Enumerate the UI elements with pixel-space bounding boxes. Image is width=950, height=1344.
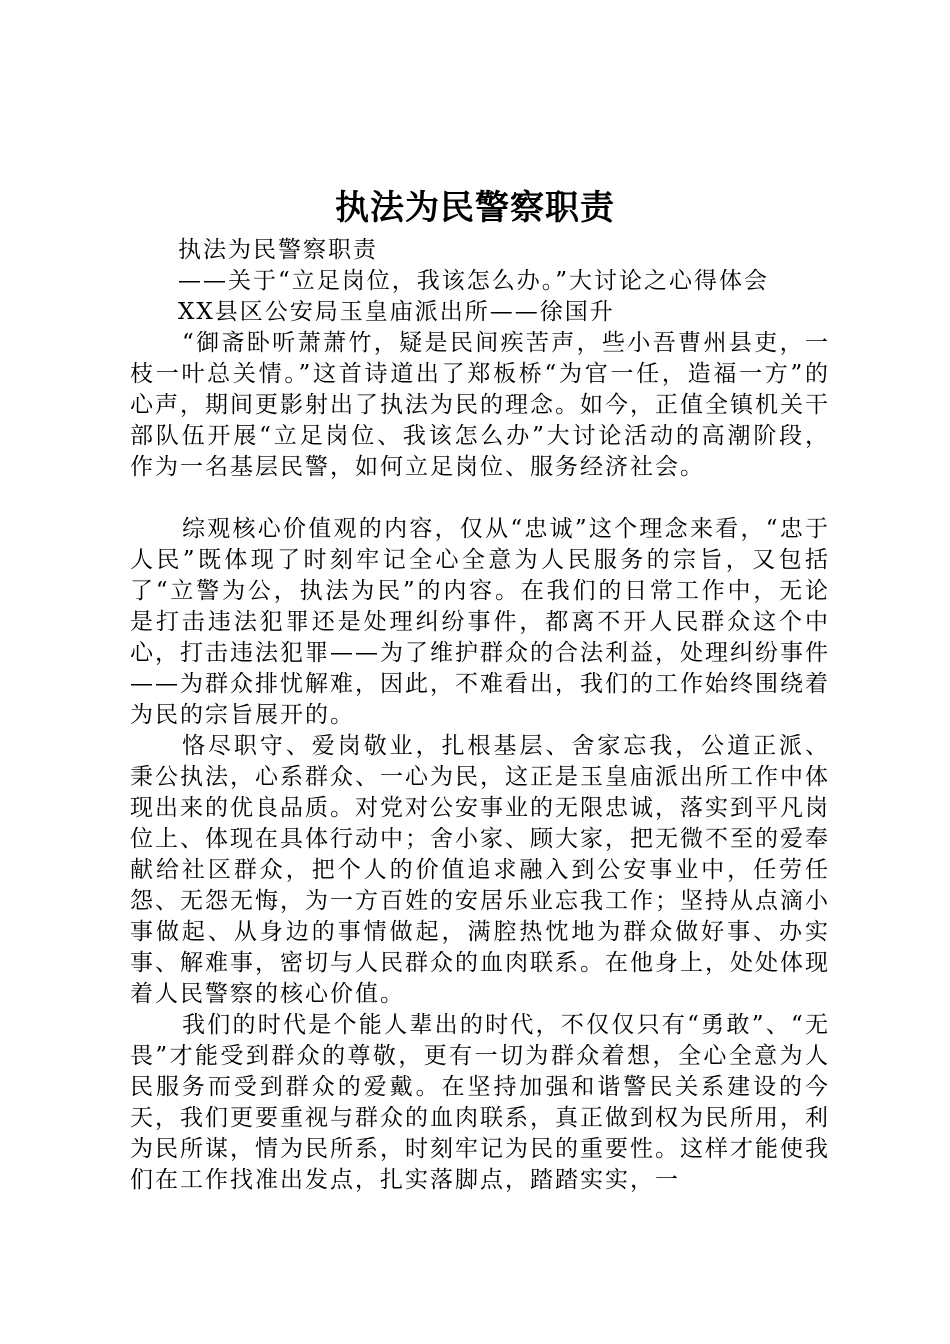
subtitle-line: ——关于“立足岗位，我该怎么办。”大讨论之心得体会 [178, 268, 770, 294]
paragraph-gap [130, 483, 830, 514]
paragraph: 恪尽职守、爱岗敬业，扎根基层、舍家忘我，公道正派、秉公执法，心系群众、一心为民，这正是玉皇庙派出所工作中体现出来的优良品质。对党对公安事业的无限忠诚，落实到平凡岗位上、体现在具体行动中；舍小家、顾大家，把无微不至的爱奉献给社区群众，把个人的价值追求融入到公安事业中，任劳任怨、无怨无悔，为一方百姓的安居乐业忘我工作；坚持从点滴小事做起、从身边的事情做起，满腔热忱地为群众做好事、办实事、解难事，密切与人民群众的血肉联系。在他身上，处处体现着人民警察的核心价值。 [130, 733, 830, 1007]
paragraph: “御斋卧听萧萧竹，疑是民间疾苦声，些小吾曹州县吏，一枝一叶总关情。”这首诗道出了郑板桥“为官一任，造福一方”的心声，期间更影射出了执法为民的理念。如今，正值全镇机关干部队伍开展“立足岗位、我该怎么办”大讨论活动的高潮阶段，作为一名基层民警，如何立足岗位、服务经济社会。 [130, 330, 830, 480]
document-title: 执法为民警察职责 [335, 188, 615, 228]
document-body [130, 235, 830, 1196]
paragraph: 我们的时代是个能人辈出的时代，不仅仅只有“勇敢”、“无畏”才能受到群众的尊敬，更有一切为群众着想，全心全意为人民服务而受到群众的爱戴。在坚持加强和谐警民关系建设的今天，我们更要重视与群众的血肉联系，真正做到权为民所用，利为民所谋，情为民所系，时刻牢记为民的重要性。这样才能使我们在工作找准出发点，扎实落脚点，踏踏实实，一 [130, 1012, 830, 1193]
author-line: XX县区公安局玉皇庙派出所——徐国升 [178, 299, 615, 325]
subtitle-line: 执法为民警察职责 [178, 237, 378, 263]
paragraph: 综观核心价值观的内容，仅从“忠诚”这个理念来看，“忠于人民”既体现了时刻牢记全心全意为人民服务的宗旨，又包括了“立警为公，执法为民”的内容。在我们的日常工作中，无论是打击违法犯罪还是处理纠纷事件，都离不开人民群众这个中心，打击违法犯罪——为了维护群众的合法利益，处理纠纷事件——为群众排忧解难，因此，不难看出，我们的工作始终围绕着为民的宗旨展开的。 [130, 516, 830, 728]
